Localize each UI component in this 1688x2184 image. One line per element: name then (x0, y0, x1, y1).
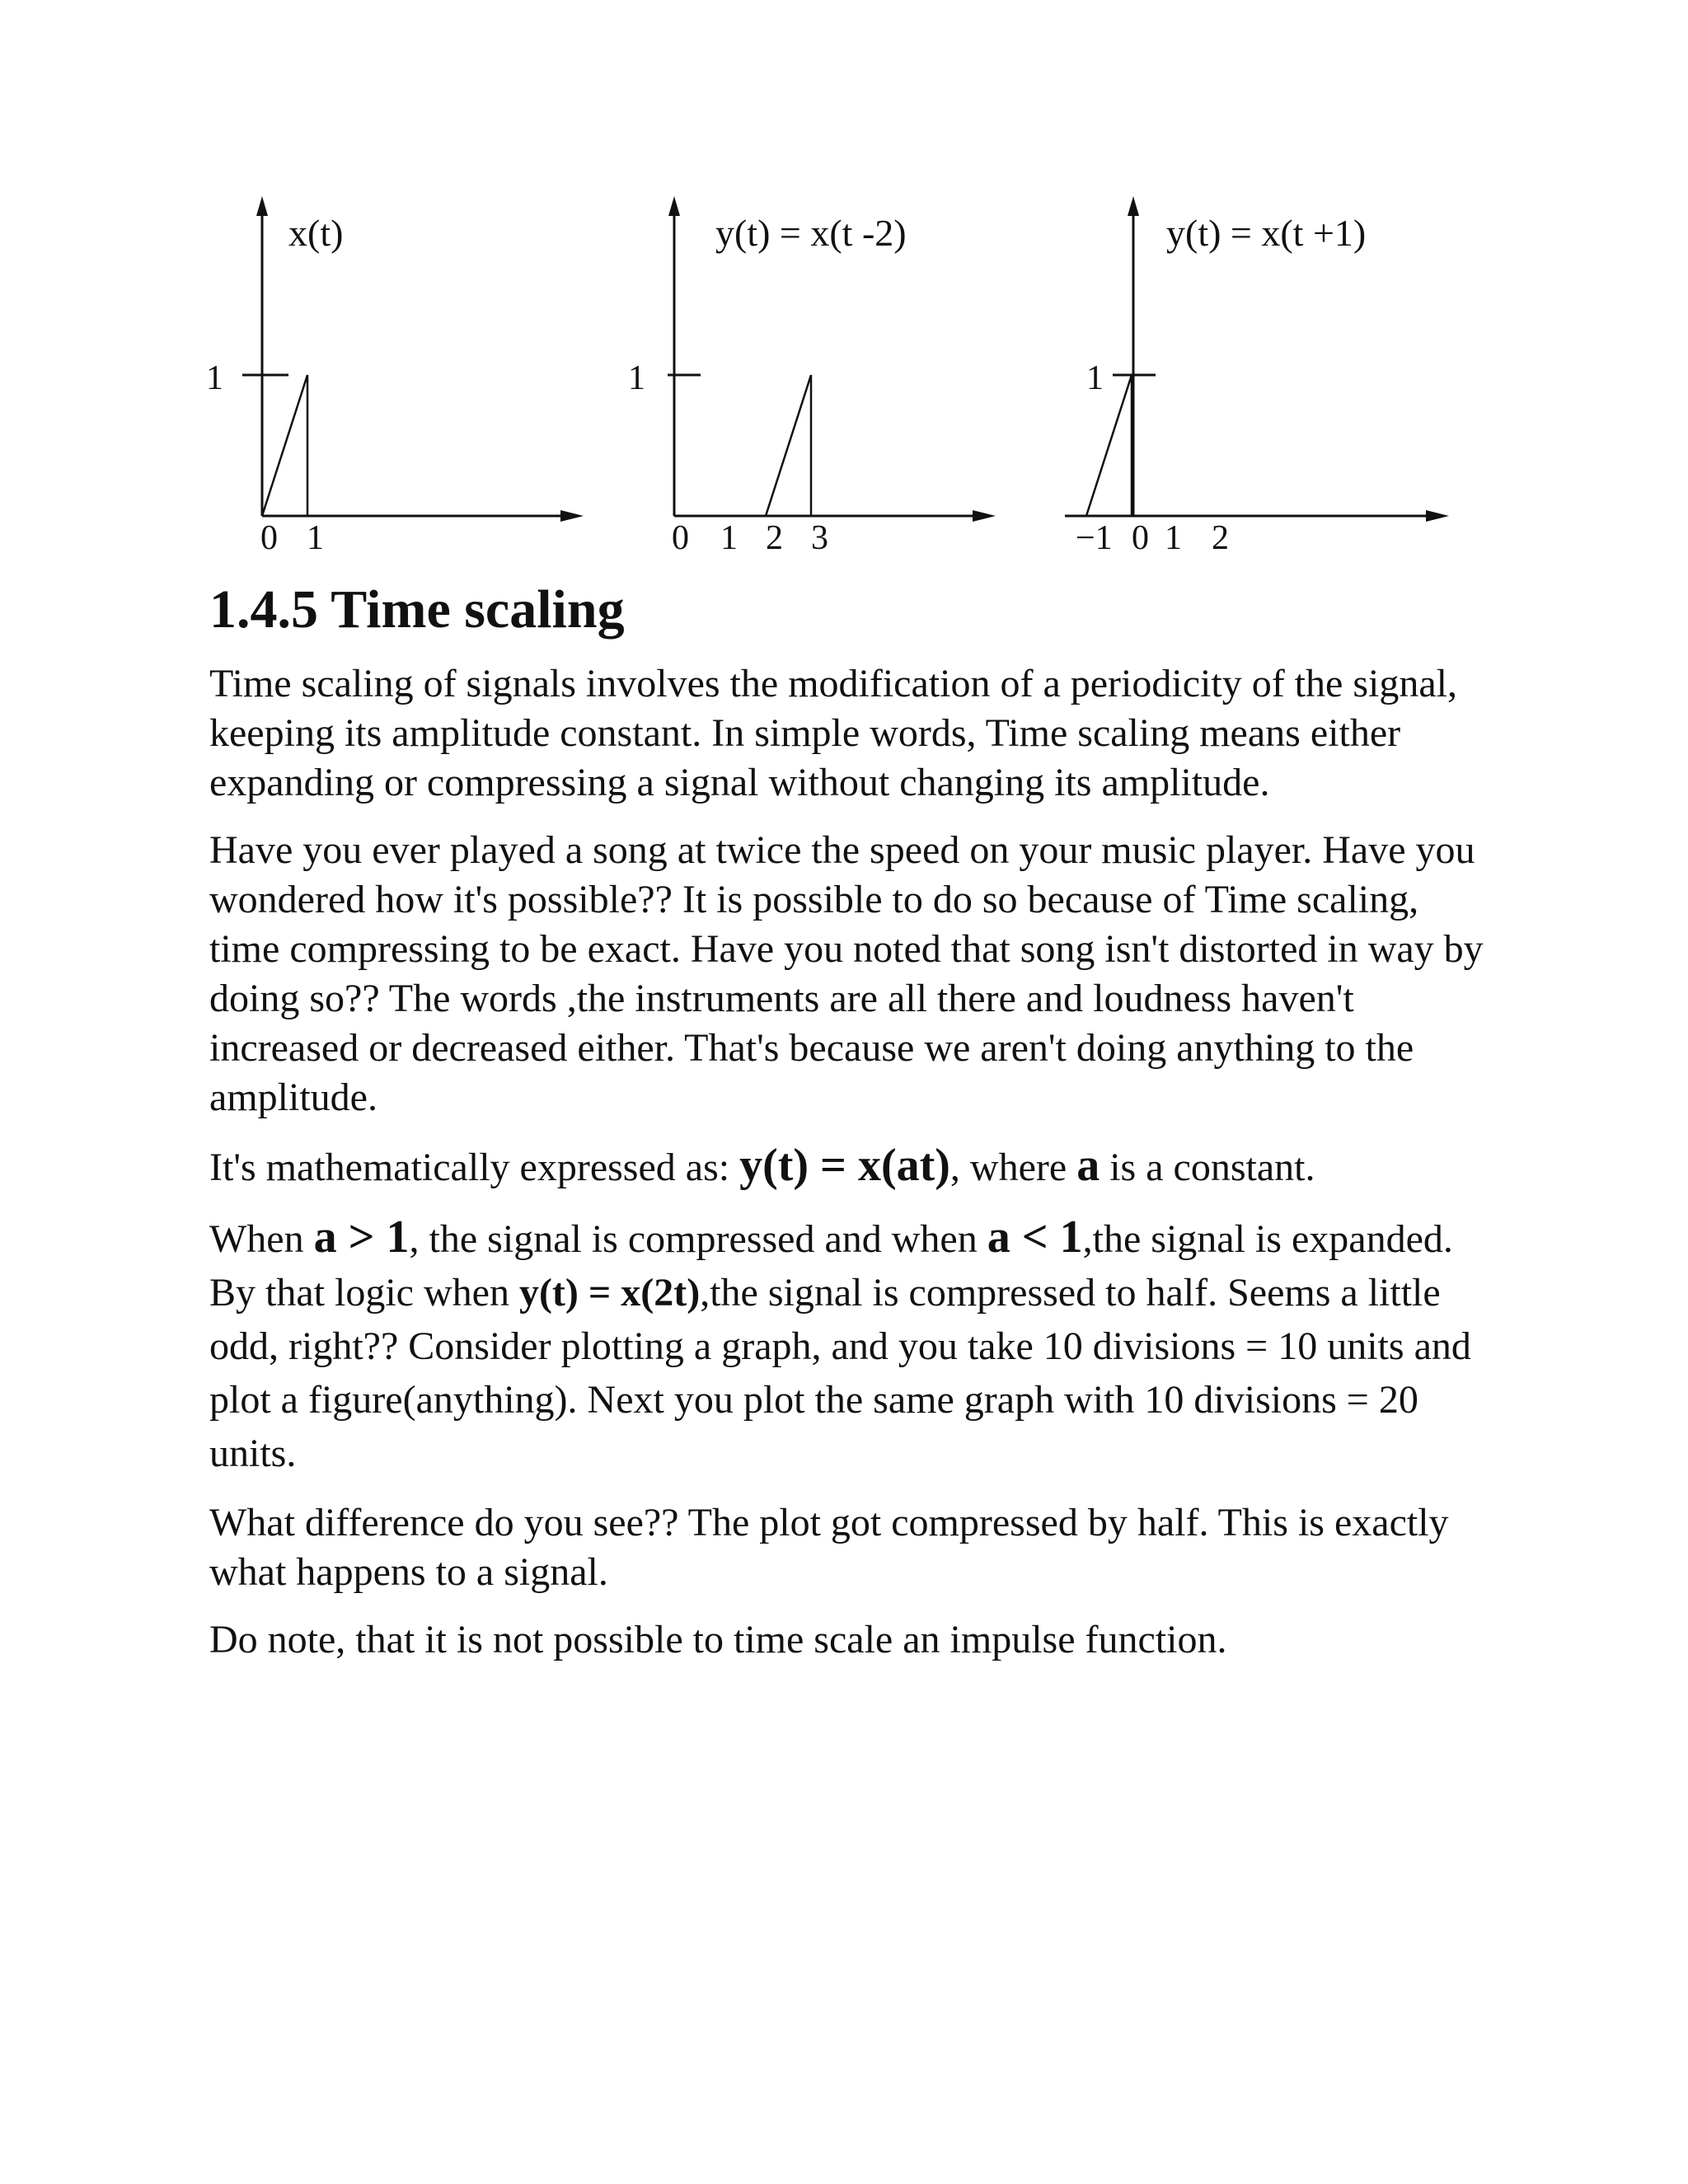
x-axis-arrow-icon (973, 510, 996, 522)
formula-example: y(t) = x(2t) (518, 1271, 701, 1315)
y-tick-label: 1 (206, 359, 223, 397)
x-tick-label: 1 (307, 519, 324, 557)
plot-title: x(t) (288, 212, 344, 254)
formula-general: y(t) = x(at) (739, 1140, 950, 1191)
x-tick-label: 2 (766, 519, 783, 557)
x-tick-label: 3 (811, 519, 828, 557)
text-run: , the signal is compressed and when (409, 1217, 987, 1261)
paragraph-impulse-note: Do note, that it is not possible to time scale an impulse function. (209, 1618, 1227, 1661)
plot-title: y(t) = x(t -2) (715, 212, 907, 254)
y-axis-arrow-icon (1128, 196, 1139, 216)
paragraph-song-example: Have you ever played a song at twice the speed on your music player. Have you wondered how it's possible?? It is possible to do so because of Time scaling, time compressing to be exact. Have you noted that song isn't distorted in way by doing so?? The words ,the instruments are all there and loudness haven't increased or decreased either. That's because we aren't doing anything to the amplitude. (209, 828, 1484, 1119)
signal-waveform (262, 375, 307, 516)
paragraph-formula (209, 1141, 1495, 1193)
signal-waveform (766, 375, 811, 516)
x-axis-arrow-icon (560, 510, 584, 522)
plot-shifted-left (1065, 196, 1449, 557)
x-tick-label: 0 (260, 519, 278, 557)
x-tick-label: 1 (720, 519, 738, 557)
plot-title: y(t) = x(t +1) (1166, 212, 1367, 254)
paragraph-definition: Time scaling of signals involves the modification of a periodicity of the signal, keeping its amplitude constant. In simple words, Time scaling means either expanding or compressing a signal without changing its amplitude. (209, 662, 1457, 804)
plot-shifted-right (628, 196, 996, 557)
y-axis-arrow-icon (668, 196, 680, 216)
condition-compress: a > 1 (313, 1212, 410, 1263)
y-axis-arrow-icon (256, 196, 268, 216)
x-tick-label: 0 (672, 519, 689, 557)
signal-shift-figure (0, 0, 1688, 577)
text-run: It's mathematically expressed as: (209, 1146, 740, 1189)
y-tick-label: 1 (628, 359, 645, 397)
constant-variable: a (1076, 1140, 1100, 1191)
text-run: ,the signal is expanded. By that logic when (209, 1217, 1453, 1315)
section-content (209, 577, 1495, 1683)
x-tick-label: 2 (1212, 519, 1229, 557)
x-tick-label: 0 (1132, 519, 1149, 557)
text-run: ,the signal is compressed to half. Seems a little odd, right?? Consider plotting a graph, and you take 10 divisions = 10 units and plot a figure(anything). Next you plot the same graph with 10 divisions = 20 units. (209, 1271, 1471, 1475)
text-run: is a constant. (1100, 1146, 1315, 1189)
section-heading: 1.4.5 Time scaling (209, 579, 625, 640)
condition-expand: a < 1 (987, 1212, 1083, 1263)
paragraph-compression-rule (209, 1211, 1495, 1480)
x-tick-label: −1 (1076, 519, 1113, 557)
plot-x-of-t (206, 196, 584, 557)
x-axis-arrow-icon (1426, 510, 1449, 522)
x-tick-label: 1 (1165, 519, 1182, 557)
y-tick-label: 1 (1086, 359, 1104, 397)
text-run: When (209, 1217, 314, 1261)
text-run: , where (950, 1146, 1077, 1189)
paragraph-difference: What difference do you see?? The plot got compressed by half. This is exactly what happens to a signal. (209, 1501, 1449, 1594)
